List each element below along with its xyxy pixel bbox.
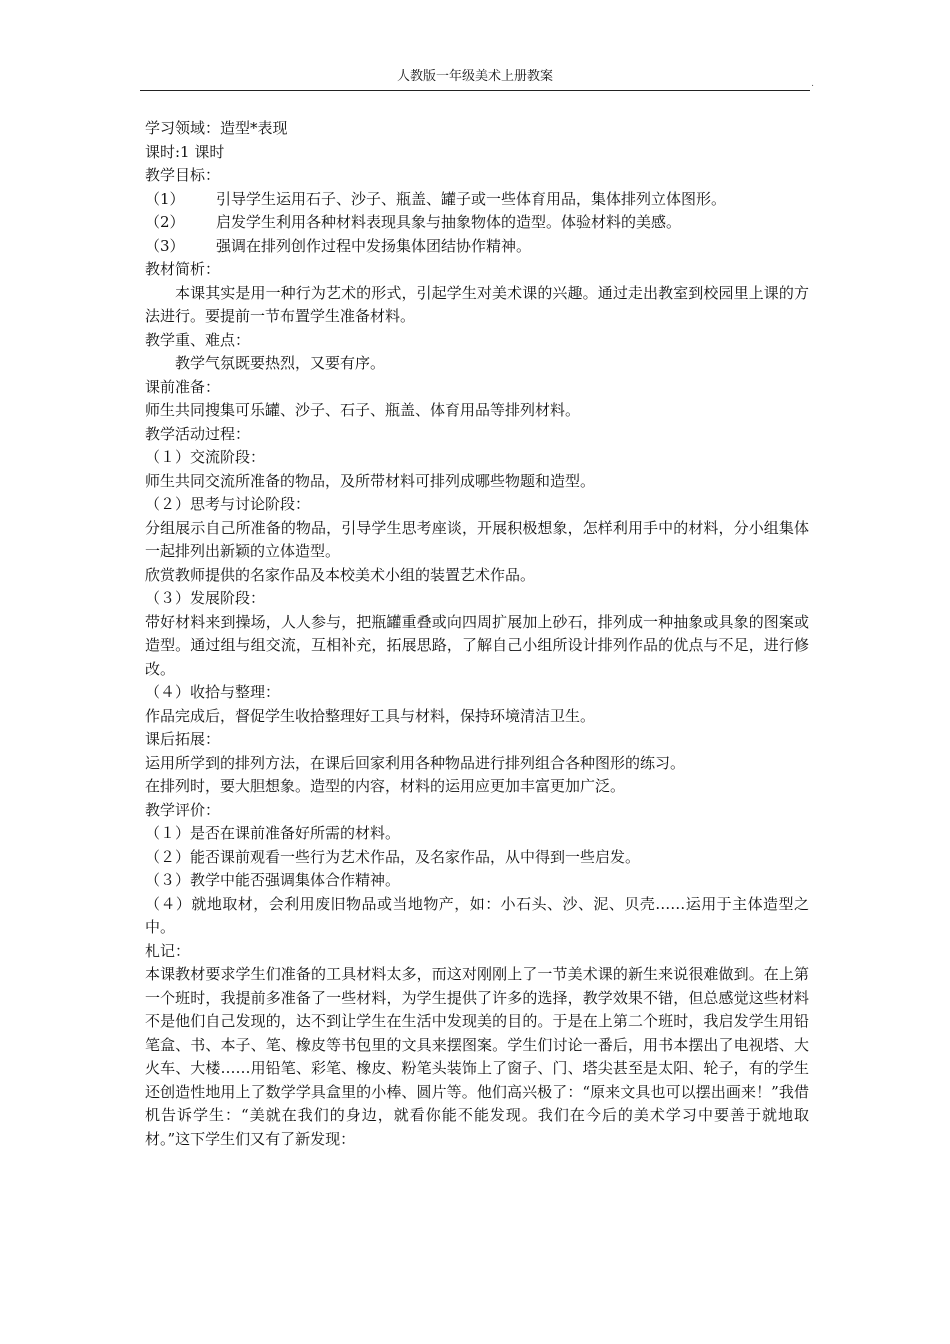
stage-4-text: 作品完成后，督促学生收拾整理好工具与材料，保持环境清洁卫生。 bbox=[145, 706, 596, 725]
preparation-heading: 课前准备： bbox=[145, 377, 221, 396]
key-points-text: 教学气氛既要热烈，又要有序。 bbox=[175, 354, 386, 372]
evaluation-item: （１）是否在课前准备好所需的材料。 bbox=[145, 824, 401, 842]
analysis-heading: 教材简析： bbox=[145, 260, 221, 278]
stage-2-title: （２）思考与讨论阶段： bbox=[145, 495, 311, 513]
goals-heading: 教学目标： bbox=[145, 166, 221, 184]
class-period-line: 课时:1 课时 bbox=[145, 142, 225, 161]
evaluation-item: （３）教学中能否强调集体合作精神。 bbox=[145, 871, 401, 889]
evaluation-item: （２）能否课前观看一些行为艺术作品，及名家作品，从中得到一些启发。 bbox=[145, 847, 641, 866]
evaluation-heading: 教学评价： bbox=[145, 800, 221, 819]
goal-item bbox=[145, 188, 809, 212]
key-points-heading: 教学重、难点： bbox=[145, 330, 251, 349]
stage-2-appreciation: 欣赏教师提供的名家作品及本校美术小组的装置艺术作品。 bbox=[145, 565, 536, 584]
process-heading: 教学活动过程： bbox=[145, 424, 251, 443]
notes-paragraph: 本课教材要求学生们准备的工具材料太多，而这对刚刚上了一节美术课的新生来说很难做到。在上第一个班时，我提前多准备了一些材料，为学生提供了许多的选择，教学效果不错，但总感觉这些材料不是他们自己发现的，达不到让学生在生活中发现美的目的。于是在上第二个班时，我启发学生用铅笔盒、书、本子、笔、橡皮等书包里的文具来摆图案。学生们讨论一番后，用书本摆出了电视塔、大火车、大楼……用铅笔、彩笔、橡皮、粉笔头装饰上了窗子、门、塔尖甚至是太阳、轮子，有的学生还创造性地用上了数学学具盒里的小棒、圆片等。他们高兴极了：“原来文具也可以摆出画来！”我借机告诉学生：“美就在我们的身边，就看你能不能发现。我们在今后的美术学习中要善于就地取材。”这下学生们又有了新发现： bbox=[145, 965, 809, 1148]
extension-text-1: 运用所学到的排列方法，在课后回家利用各种物品进行排列组合各种图形的练习。 bbox=[145, 753, 686, 772]
page-header bbox=[140, 68, 814, 91]
stage-3-title: （３）发展阶段： bbox=[145, 589, 266, 607]
analysis-paragraph: 本课其实是用一种行为艺术的形式，引起学生对美术课的兴趣。通过走出教室到校园里上课的方法进行。要提前一节布置学生准备材料。 bbox=[145, 283, 809, 325]
goal-item bbox=[145, 235, 809, 259]
goal-number: （1） bbox=[145, 189, 185, 208]
goal-number: （3） bbox=[145, 236, 185, 255]
stage-4-title: （４）收拾与整理： bbox=[145, 683, 281, 701]
document-body bbox=[145, 117, 809, 1151]
preparation-text: 师生共同搜集可乐罐、沙子、石子、瓶盖、体育用品等排列材料。 bbox=[145, 401, 581, 419]
header-mark: . bbox=[811, 79, 814, 89]
evaluation-item-4: （４）就地取材，会利用废旧物品或当地物产，如：小石头、沙、泥、贝壳……运用于主体造型之中。 bbox=[145, 894, 809, 936]
extension-text-2: 在排列时，要大胆想象。造型的内容，材料的运用应更加丰富更加广泛。 bbox=[145, 777, 626, 795]
goal-text: 启发学生利用各种材料表现具象与抽象物体的造型。体验材料的美感。 bbox=[216, 213, 682, 231]
stage-3-paragraph: 带好材料来到操场，人人参与，把瓶罐重叠或向四周扩展加上砂石，排列成一种抽象或具象的图案或造型。通过组与组交流，互相补充，拓展思路，了解自己小组所设计排列作品的优点与不足，进行修改。 bbox=[145, 612, 809, 678]
goal-number: （2） bbox=[145, 213, 185, 231]
notes-heading: 札记： bbox=[145, 941, 191, 960]
stage-1-text: 师生共同交流所准备的物品，及所带材料可排列成哪些物题和造型。 bbox=[145, 471, 596, 490]
learning-field-line: 学习领域：造型*表现 bbox=[145, 119, 288, 137]
header-title: 人教版一年级美术上册教案 bbox=[396, 69, 553, 84]
extension-heading: 课后拓展： bbox=[145, 730, 221, 748]
goal-text: 引导学生运用石子、沙子、瓶盖、罐子或一些体育用品，集体排列立体图形。 bbox=[216, 189, 727, 208]
goal-text: 强调在排列创作过程中发扬集体团结协作精神。 bbox=[216, 236, 532, 255]
stage-1-title: （１）交流阶段： bbox=[145, 448, 266, 466]
goal-item bbox=[145, 211, 809, 235]
stage-2-paragraph: 分组展示自己所准备的物品，引导学生思考座谈，开展积极想象，怎样利用手中的材料，分小组集体一起排列出新颖的立体造型。 bbox=[145, 518, 809, 560]
